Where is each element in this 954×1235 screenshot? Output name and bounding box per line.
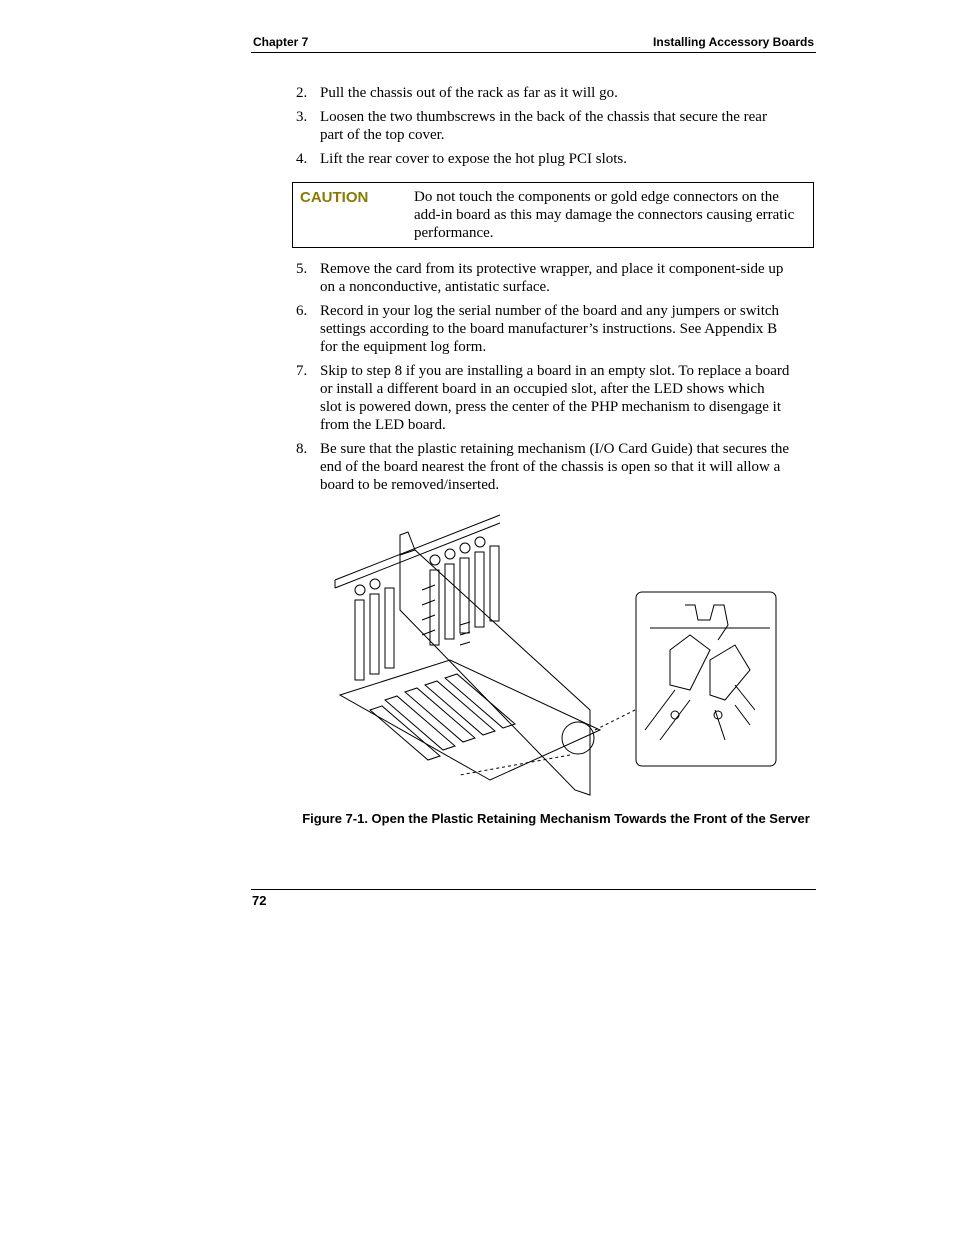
step-number: 7.: [296, 363, 308, 379]
figure-illustration: [330, 510, 780, 800]
step-number: 8.: [296, 441, 308, 457]
step-number: 2.: [296, 85, 308, 101]
detail-inset: [636, 592, 776, 766]
add-in-card: [400, 532, 590, 795]
section-title: Installing Accessory Boards: [653, 35, 814, 49]
caution-box: [292, 182, 814, 248]
page-header: [251, 34, 816, 53]
pci-connectors: [370, 674, 515, 760]
step-number: 4.: [296, 151, 308, 167]
step-text: Lift the rear cover to expose the hot plug PCI slots.: [320, 151, 628, 167]
magnify-circle: [562, 722, 594, 754]
retaining-mechanism-detail: [645, 605, 770, 740]
step-text: Be sure that the plastic retaining mechanism (I/O Card Guide) that secures the end of the board nearest the front of the chassis is open so that it will allow a board to be removed/inserted.: [320, 441, 790, 493]
step-text: Record in your log the serial number of the board and any jumpers or switch settings according to the board manufacturer’s instructions. See Appendix B for the equipment log form.: [320, 303, 780, 355]
figure-caption: Figure 7-1. Open the Plastic Retaining Mechanism Towards the Front of the Server: [302, 811, 810, 826]
page-number: 72: [252, 893, 267, 908]
caution-label: CAUTION: [300, 189, 369, 206]
step-text: Remove the card from its protective wrapper, and place it component-side up on a nonconductive, antistatic surface.: [320, 261, 784, 295]
caution-text: Do not touch the components or gold edge connectors on the add-in board as this may damage the connectors causing erratic performance.: [414, 189, 795, 241]
step-text: Loosen the two thumbscrews in the back of the chassis that secure the rear part of the top cover.: [320, 109, 767, 143]
page-footer: [251, 889, 816, 908]
step-text: Skip to step 8 if you are installing a board in an empty slot. To replace a board or install a different board in an occupied slot, after the LED shows which slot is powered down, press the center of the PHP mechanism to disengage it from the LED board.: [320, 363, 790, 433]
step-number: 5.: [296, 261, 308, 277]
chapter-label: Chapter 7: [253, 35, 309, 49]
step-text: Pull the chassis out of the rack as far as it will go.: [320, 85, 618, 101]
step-number: 3.: [296, 109, 308, 125]
php-latches: [355, 537, 485, 595]
slot-brackets: [355, 546, 499, 680]
step-number: 6.: [296, 303, 308, 319]
